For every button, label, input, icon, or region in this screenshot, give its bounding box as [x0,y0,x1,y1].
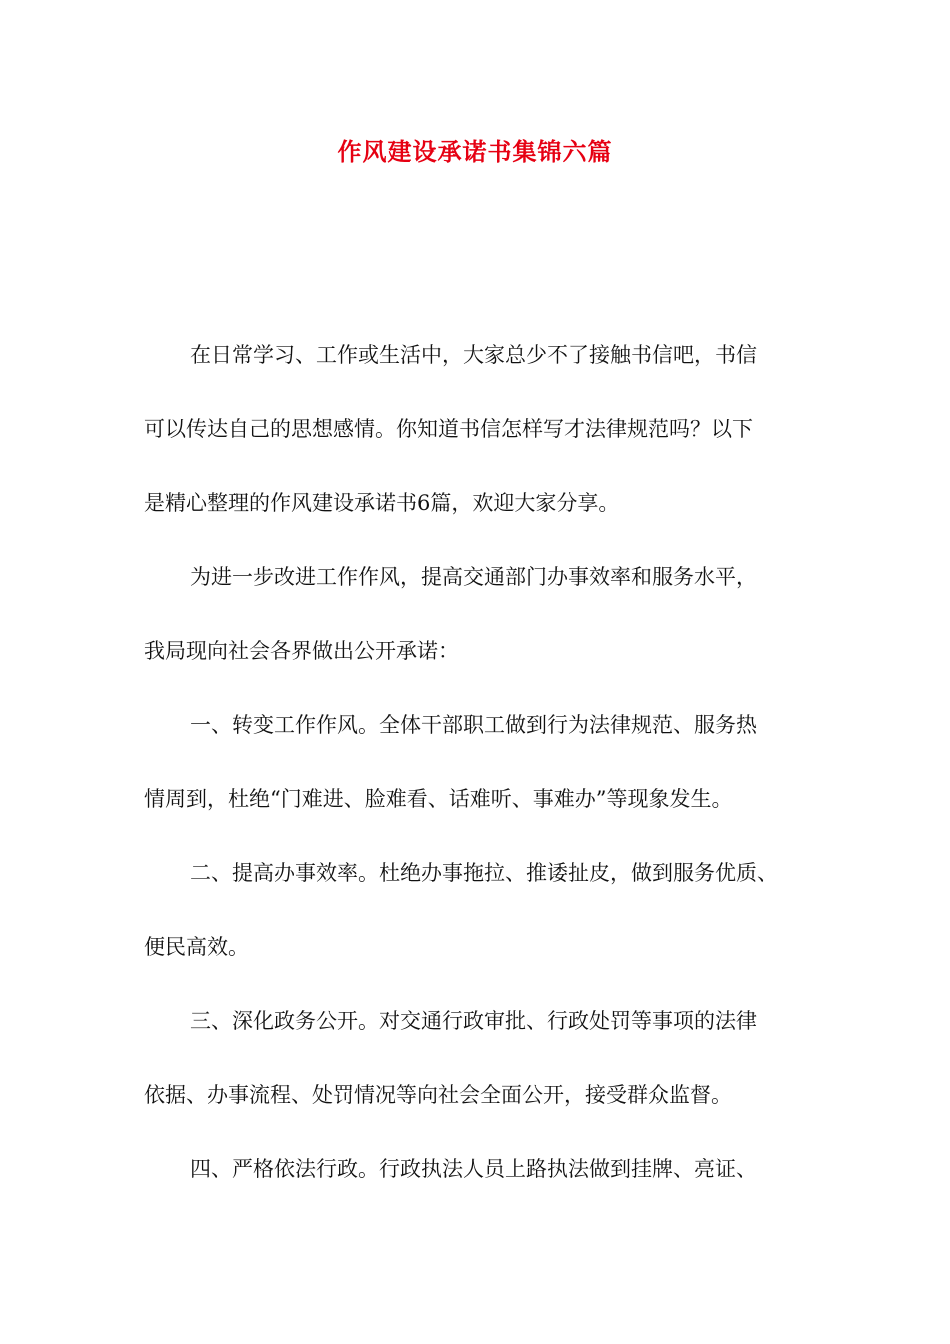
document-body [144,318,810,1206]
paragraph-line: 在日常学习、工作或生活中，大家总少不了接触书信吧，书信 [190,343,757,367]
document-title: 作风建设承诺书集锦六篇 [337,137,613,166]
paragraph-line: 依据、办事流程、处罚情况等向社会全面公开，接受群众监督。 [144,1083,732,1107]
paragraph-line: 是精心整理的作风建设承诺书6篇，欢迎大家分享。 [144,491,620,515]
paragraph-line: 情周到，杜绝“门难进、脸难看、话难听、事难办”等现象发生。 [144,787,733,811]
paragraph-line: 三、深化政务公开。对交通行政审批、行政处罚等事项的法律 [190,1009,757,1033]
paragraph-line: 便民高效。 [144,935,249,959]
paragraph-line: 为进一步改进工作作风，提高交通部门办事效率和服务水平， [190,565,757,589]
paragraph-line: 四、严格依法行政。行政执法人员上路执法做到挂牌、亮证、 [190,1157,757,1181]
paragraph-line: 可以传达自己的思想感情。你知道书信怎样写才法律规范吗？以下 [144,417,753,441]
paragraph-line: 我局现向社会各界做出公开承诺： [144,639,459,663]
paragraph-line: 二、提高办事效率。杜绝办事拖拉、推诿扯皮，做到服务优质、 [190,861,778,885]
paragraph-line: 一、转变工作作风。全体干部职工做到行为法律规范、服务热 [190,713,757,737]
